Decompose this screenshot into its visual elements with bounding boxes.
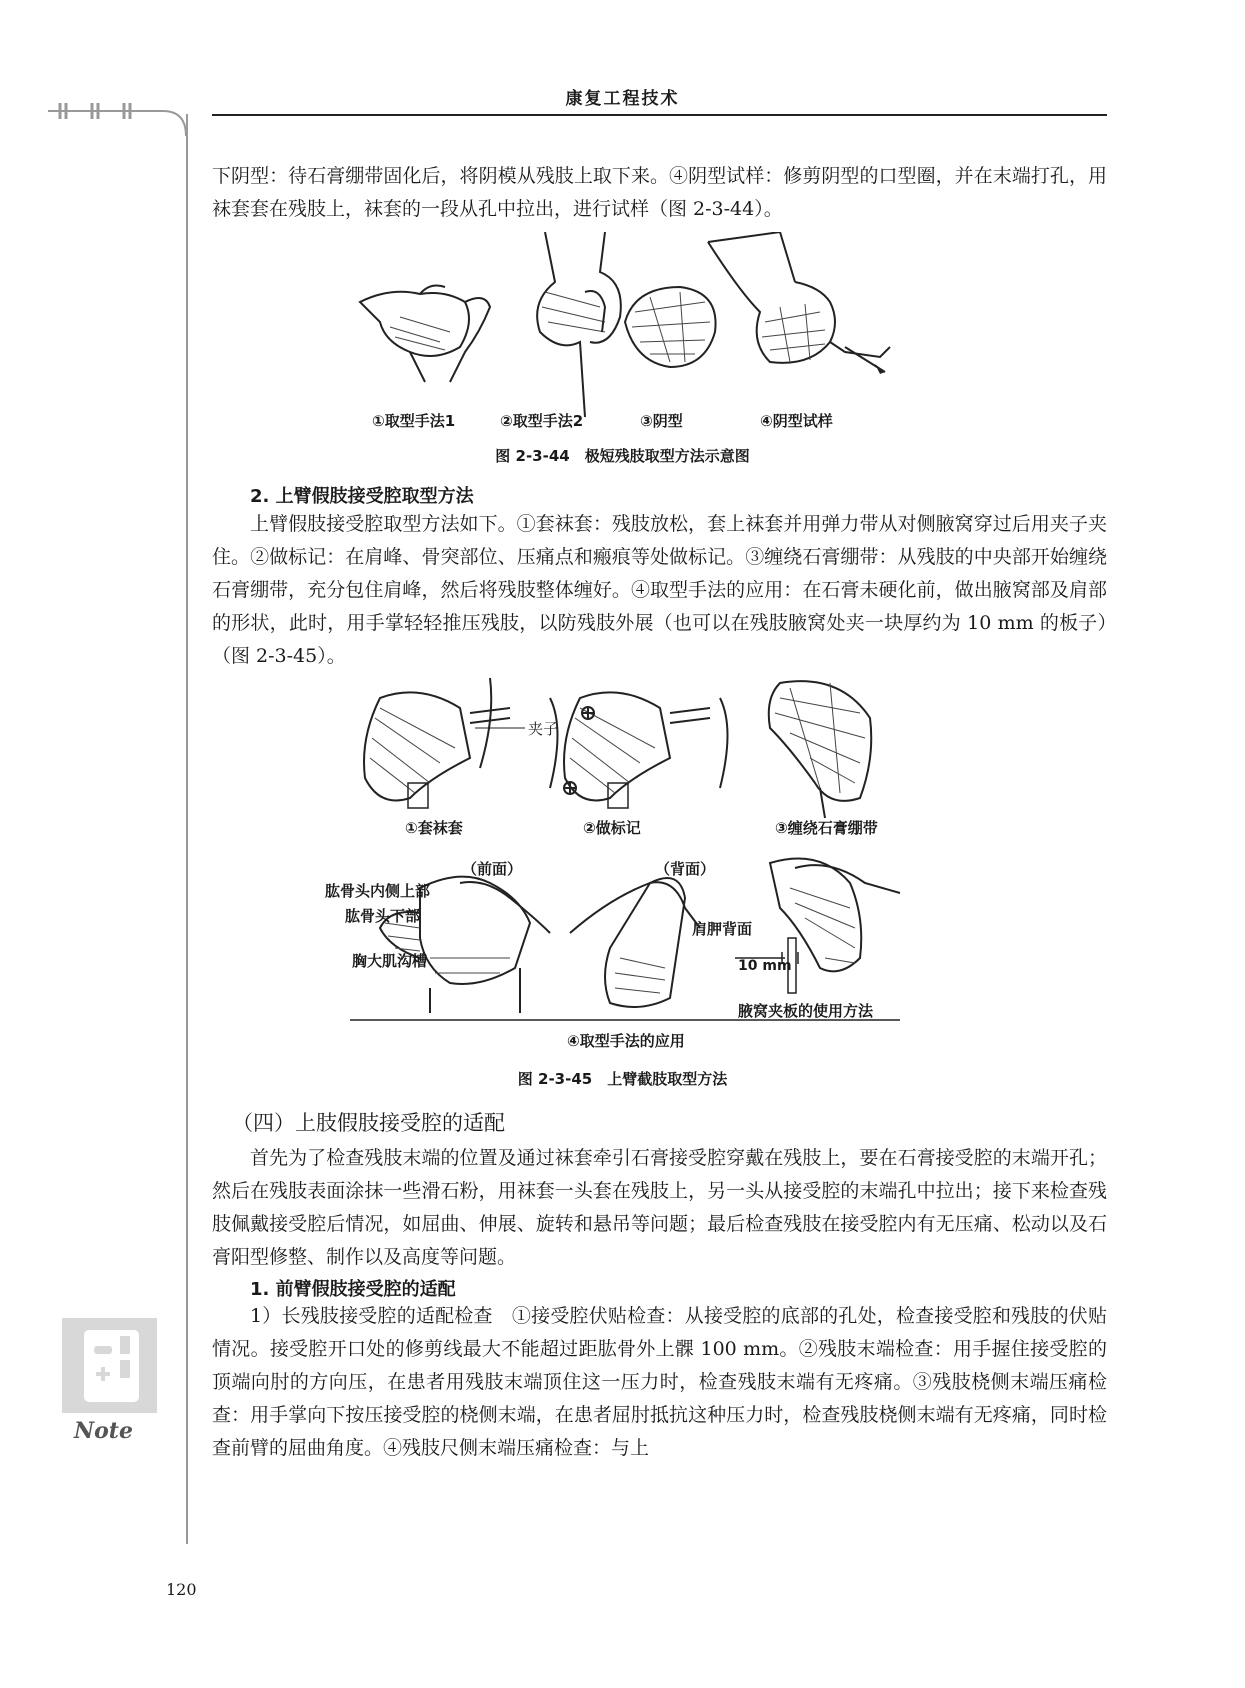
callout-10mm: 10 mm [738,958,792,974]
callout-humeral-head-upper: 肱骨头内侧上部 [325,882,431,900]
note-box [62,1318,157,1413]
paragraph-1: 下阴型：待石膏绷带固化后，将阴模从残肢上取下来。④阴型试样：修剪阴型的口型圈，并在末端打孔，用袜套套在残肢上，袜套的一段从孔中拉出，进行试样（图 2-3-44）。 [212,165,1107,220]
paragraph-3 [212,1142,1107,1274]
figure-2-3-45-illustration [320,668,920,1028]
figure1-label-3: ③阴型 [640,412,683,430]
figure-2-3-45-caption: 图 2-3-45 上臂截肢取型方法 [517,1070,728,1088]
callout-scapula-back: 肩胛背面 [692,920,753,938]
page-number: 120 [166,1580,197,1599]
figure-2-3-44-illustration [350,232,950,427]
label-front: （前面） [462,860,523,878]
paragraph-4-text: 1）长残肢接受腔的适配检查 ①接受腔伏贴检查：从接受腔的底部的孔处，检查接受腔和残肢的伏贴情况。接受腔开口处的修剪线最大不能超过距肱骨外上髁 100 mm。②残肢末端检查：用手握住接受腔的顶端向肘的方向压，在患者用残肢末端顶住这一压力时，检查残肢末端有无疼痛。③残肢桡侧末端压痛检查：用手掌向下按压接受腔的桡侧末端，在患者屈肘抵抗这种压力时，检查残肢桡侧末端有无疼痛，同时检查前臂的屈曲角度。④残肢尺侧末端压痛检查：与上 [212,1305,1107,1459]
heading-upper-arm-casting: 2. 上臂假肢接受腔取型方法 [250,486,474,507]
figure2-label-2: ②做标记 [583,819,641,837]
margin-rule [186,114,188,1544]
heading-section-4: （四）上肢假肢接受腔的适配 [232,1111,505,1135]
margin-ornament-icon [48,96,198,136]
paragraph-4 [212,1300,1107,1465]
figure2-label-1: ①套袜套 [405,819,463,837]
note-icon [62,1318,157,1413]
paragraph-2-text: 上臂假肢接受腔取型方法如下。①套袜套：残肢放松，套上袜套并用弹力带从对侧腋窝穿过后用夹子夹住。②做标记：在肩峰、骨突部位、压痛点和瘢痕等处做标记。③缠绕石膏绷带：从残肢的中央部开始缠绕石膏绷带，充分包住肩峰，然后将残肢整体缠好。④取型手法的应用：在石膏未硬化前，做出腋窝部及肩部的形状，此时，用手掌轻轻推压残肢，以防残肢外展（也可以在残肢腋窝处夹一块厚约为 10 mm 的板子）（图 2-3-45）。 [212,513,1107,667]
figure2-label-3: ③缠绕石膏绷带 [775,819,878,837]
figure-2-3-44-caption: 图 2-3-44 极短残肢取型方法示意图 [495,447,750,465]
figure1-label-2: ②取型手法2 [500,412,584,430]
label-board-usage: 腋窝夹板的使用方法 [738,1002,874,1020]
callout-clip: 夹子 [528,720,559,738]
callout-humeral-head-lower: 肱骨头下部 [345,907,421,925]
heading-forearm-fitting: 1. 前臂假肢接受腔的适配 [250,1279,456,1300]
running-header: 康复工程技术 [565,89,680,109]
paragraph-2 [212,508,1107,673]
header-rule [212,114,1107,116]
figure1-label-4: ④阴型试样 [760,412,833,430]
figure1-label-1: ①取型手法1 [372,412,456,430]
label-back: （背面） [655,860,716,878]
paragraph-3-text: 首先为了检查残肢末端的位置及通过袜套牵引石膏接受腔穿戴在残肢上，要在石膏接受腔的末端开孔；然后在残肢表面涂抹一些滑石粉，用袜套一头套在残肢上，另一头从接受腔的末端孔中拉出；接下来检查残肢佩戴接受腔后情况，如屈曲、伸展、旋转和悬吊等问题；最后检查残肢在接受腔内有无压痛、松动以及石膏阳型修整、制作以及高度等问题。 [212,1147,1107,1268]
figure2-label-4: ④取型手法的应用 [567,1032,685,1050]
note-label: Note [74,1418,133,1444]
callout-pectoral-groove: 胸大肌沟槽 [352,952,428,970]
